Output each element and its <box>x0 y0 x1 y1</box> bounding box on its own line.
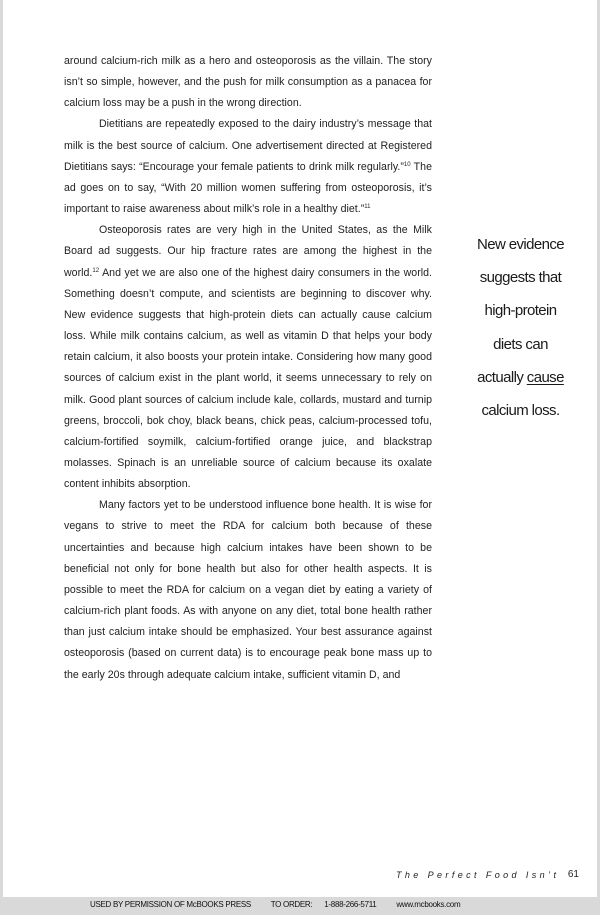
running-title: The Perfect Food Isn’t <box>396 870 560 880</box>
permission-notice: USED BY PERMISSION OF McBOOKS PRESS <box>90 900 251 909</box>
paragraph-2 <box>64 114 432 220</box>
paragraph-1-text: around calcium-rich milk as a hero and osteoporosis as the villain. The story isn’t so simple, however, and the push for milk consumption as a panacea for calcium loss may be a push in the wrong direction. <box>64 55 432 110</box>
pull-quote-line-2: suggests that <box>479 269 562 287</box>
pull-quote-line-6: calcium loss. <box>481 402 560 420</box>
credit-bar-content <box>90 900 470 909</box>
page-number: 61 <box>567 869 579 880</box>
pull-quote-line-1: New evidence <box>476 236 565 253</box>
paragraph-4 <box>64 495 432 685</box>
paragraph-2-text-a: Dietitians are repeatedly exposed to the dairy industry’s message that milk is the best source of calcium. One advertisement directed at Registered Dietitians says: “Encourage your female patients to drink milk regularly.” <box>64 118 432 173</box>
pull-quote-line-5 <box>458 361 583 394</box>
paragraph-3-text-b: And yet we are also one of the highest dairy consumers in the world. Something doesn’t compute, and scientists are beginning to discover why. New evidence suggests that high-protein diets can actually cause calcium loss. While milk contains calcium, as well as vitamin D that helps your body retain calcium, it also boosts your protein intake. Considering how many good sources of calcium exist in the plant world, it seems unnecessary to rely on milk. Good plant sources of calcium include kale, collards, mustard and turnip greens, broccoli, bok choy, black beans, chick peas, calcium-processed tofu, calcium-fortified soymilk, calcium-fortified orange juice, and blackstrap molasses. Spinach is an unreliable source of calcium because its oxalate content inhibits absorption. <box>64 266 432 491</box>
paragraph-4-text: Many factors yet to be understood influence bone health. It is wise for vegans to strive to meet the RDA for calcium both because of these uncertainties and because high calcium intakes have been shown to be beneficial not only for bone health but also for other health aspects. It is possible to meet the RDA for calcium on a vegan diet by eating a variety of calcium-rich plant foods. As with anyone on any diet, total bone health rather than just calcium intake should be emphasized. Your best assurance against osteoporosis (based on current data) is to encourage peak bone mass up to the early 20s through adequate calcium intake, sufficient vitamin D, and <box>64 499 432 681</box>
paragraph-1 <box>64 51 432 114</box>
publisher-credit-bar <box>0 897 600 915</box>
to-order-label: TO ORDER: <box>270 900 313 909</box>
order-phone: 1-888-266-5711 <box>324 900 377 909</box>
paragraph-3 <box>64 220 432 495</box>
publisher-website: www.mcbooks.com <box>396 900 461 909</box>
pull-quote-line-4: diets can <box>493 335 548 353</box>
footnote-ref-11: 11 <box>364 204 371 211</box>
body-text-column <box>64 51 432 686</box>
pull-quote-emphasis: cause <box>526 368 564 386</box>
paragraph-2-text-b: The ad goes on to say, “With 20 million women suffering from osteoporosis, it’s important to raise awareness about milk’s role in a healthy diet.” <box>64 160 432 216</box>
footnote-ref-12: 12 <box>92 267 100 274</box>
paragraph-3-text-a: Osteoporosis rates are very high in the United States, as the Milk Board ad suggests. Our hip fracture rates are among the highest in the world. <box>64 224 432 279</box>
pull-quote <box>458 228 583 427</box>
pull-quote-line-3: high-protein <box>484 302 557 320</box>
left-margin-rule <box>0 0 3 915</box>
footnote-ref-10: 10 <box>403 161 411 168</box>
pull-quote-line-5-prefix: actually <box>477 368 527 386</box>
running-footer <box>300 870 585 886</box>
